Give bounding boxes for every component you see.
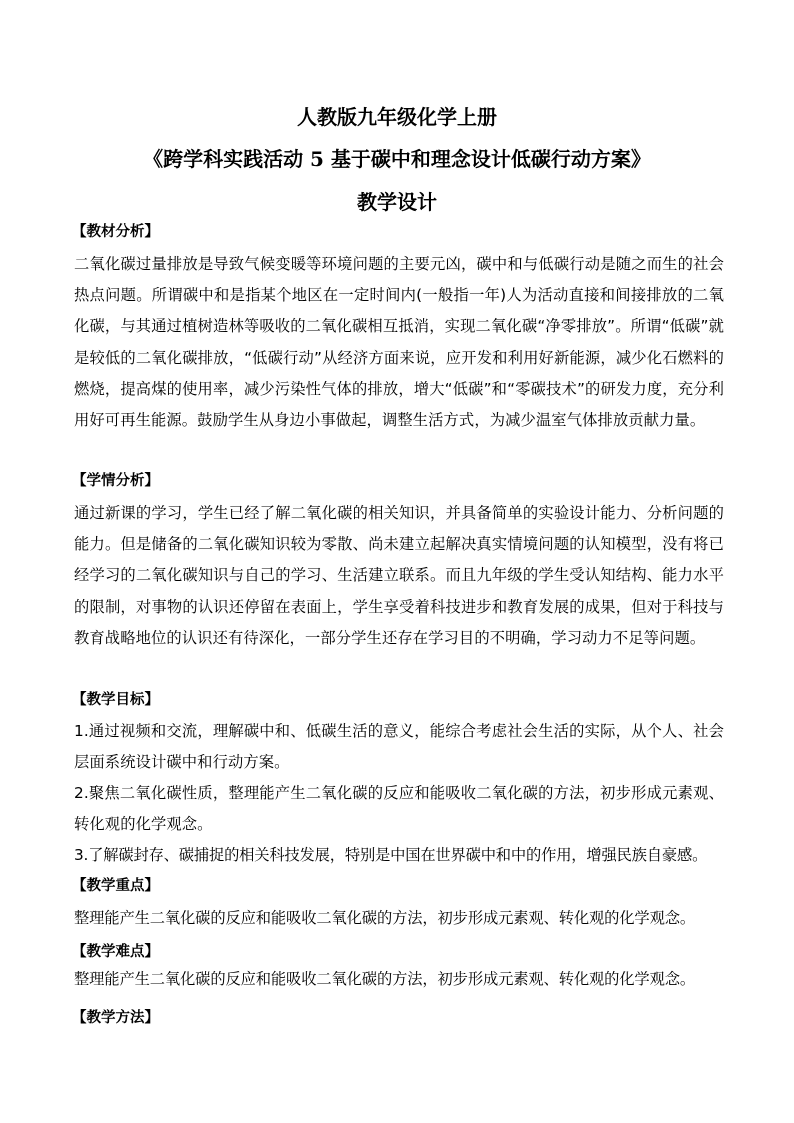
section-heading-difficulties: 【教学难点】 [72, 944, 159, 960]
objective-item-3: 3.了解碳封存、碳捕捉的相关科技发展，特别是中国在世界碳中和中的作用，增强民族自豪感。 [74, 846, 708, 864]
document-title-line2: 《跨学科实践活动 5 基于碳中和理念设计低碳行动方案》 [143, 147, 651, 171]
section-body-textbook-analysis: 二氧化碳过量排放是导致气候变暖等环境问题的主要元凶，碳中和与低碳行动是随之而生的社会热点问题。所谓碳中和是指某个地区在一定时间内(一般指一年)人为活动直接和间接排放的二氧化碳，与其通过植树造林等吸收的二氧化碳相互抵消，实现二氧化碳“净零排放”。所谓“低碳”就是较低的二氧化碳排放，“低碳行动”从经济方面来说，应开发和利用好新能源，减少化石燃料的燃烧，提高煤的使用率，减少污染性气体的排放，增大“低碳”和“零碳技术”的研发力度，充分利用好可再生能源。鼓励学生从身边小事做起，调整生活方式，为减少温室气体排放贡献力量。 [74, 255, 724, 430]
objective-item-1: 1.通过视频和交流，理解碳中和、低碳生活的意义，能综合考虑社会生活的实际，从个人、社会层面系统设计碳中和行动方案。 [74, 722, 724, 772]
objective-item-2: 2.聚焦二氧化碳性质，整理能产生二氧化碳的反应和能吸收二氧化碳的方法，初步形成元素观、转化观的化学观念。 [74, 784, 724, 834]
section-body-learner-analysis: 通过新课的学习，学生已经了解二氧化碳的相关知识，并具备简单的实验设计能力、分析问题的能力。但是储备的二氧化碳知识较为零散、尚未建立起解决真实情境问题的认知模型，没有将已经学习的二氧化碳知识与自己的学习、生活建立联系。而且九年级的学生受认知结构、能力水平的限制，对事物的认识还停留在表面上，学生享受着科技进步和教育发展的成果，但对于科技与教育战略地位的认识还有待深化，一部分学生还存在学习目的不明确，学习动力不足等问题。 [74, 504, 724, 647]
document-title-line1: 人教版九年级化学上册 [297, 105, 497, 129]
section-heading-textbook-analysis: 【教材分析】 [72, 224, 159, 240]
section-body-difficulties: 整理能产生二氧化碳的反应和能吸收二氧化碳的方法，初步形成元素观、转化观的化学观念。 [74, 970, 696, 988]
document-title-line3: 教学设计 [357, 190, 437, 214]
section-heading-objectives: 【教学目标】 [72, 692, 159, 708]
section-heading-methods: 【教学方法】 [72, 1010, 159, 1026]
section-body-key-points: 整理能产生二氧化碳的反应和能吸收二氧化碳的方法，初步形成元素观、转化观的化学观念。 [74, 909, 696, 927]
section-heading-key-points: 【教学重点】 [72, 878, 159, 894]
section-heading-learner-analysis: 【学情分析】 [72, 473, 159, 489]
